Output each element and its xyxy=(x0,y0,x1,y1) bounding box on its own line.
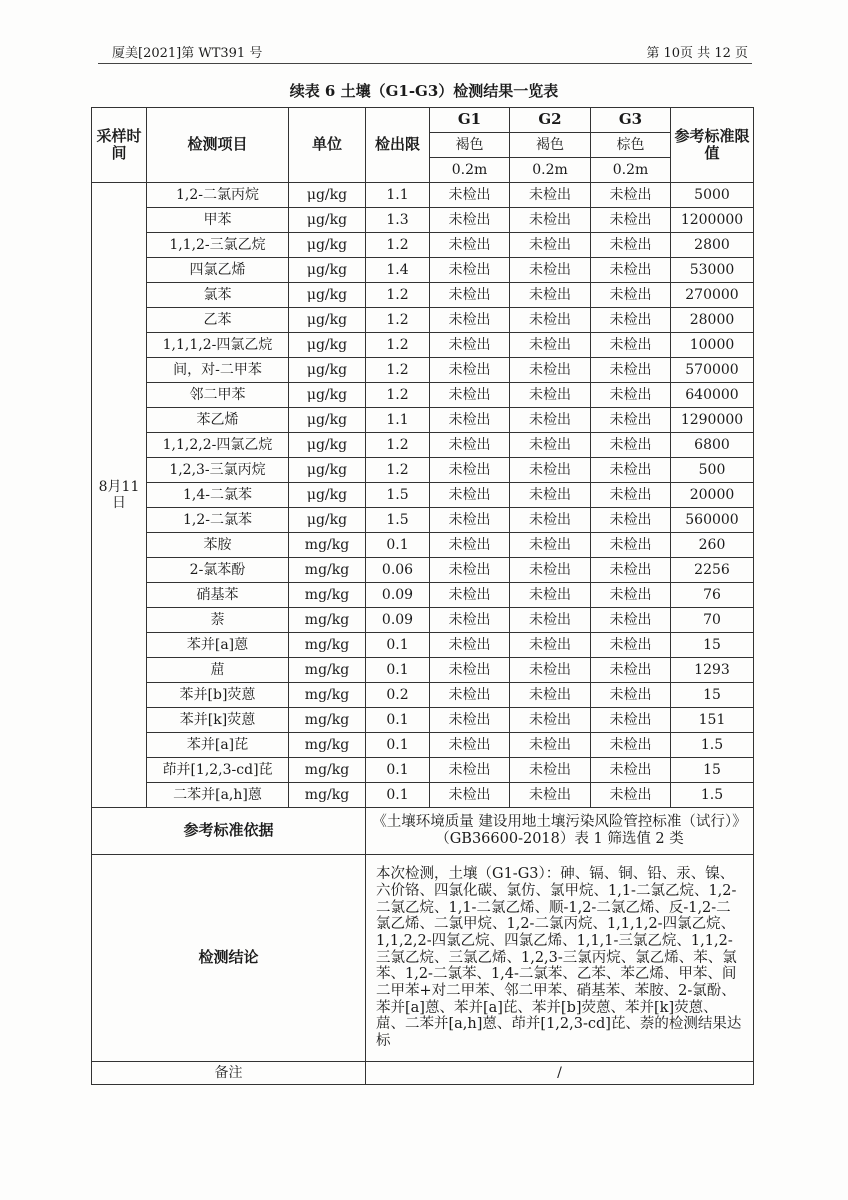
detection-limit: 0.1 xyxy=(366,633,430,658)
test-item: 邻二甲苯 xyxy=(147,383,289,408)
g1-result: 未检出 xyxy=(430,733,510,758)
table-row xyxy=(92,508,754,533)
g2-result: 未检出 xyxy=(510,733,591,758)
g3-result: 未检出 xyxy=(591,658,671,683)
test-item: 苯胺 xyxy=(147,533,289,558)
detection-limit: 1.2 xyxy=(366,458,430,483)
table-row xyxy=(92,533,754,558)
detection-limit: 1.2 xyxy=(366,308,430,333)
test-item: 甲苯 xyxy=(147,208,289,233)
detection-limit: 1.2 xyxy=(366,433,430,458)
g1-result: 未检出 xyxy=(430,658,510,683)
test-item: 1,1,1,2-四氯乙烷 xyxy=(147,333,289,358)
g1-result: 未检出 xyxy=(430,358,510,383)
table-row xyxy=(92,483,754,508)
reference-limit: 5000 xyxy=(671,183,754,208)
table-row xyxy=(92,308,754,333)
table-row xyxy=(92,633,754,658)
reference-limit: 70 xyxy=(671,608,754,633)
table-row xyxy=(92,183,754,208)
table-row xyxy=(92,433,754,458)
g3-result: 未检出 xyxy=(591,533,671,558)
test-item: 1,1,2-三氯乙烷 xyxy=(147,233,289,258)
reference-limit: 1200000 xyxy=(671,208,754,233)
g3-result: 未检出 xyxy=(591,633,671,658)
table-row xyxy=(92,233,754,258)
detection-limit: 1.2 xyxy=(366,383,430,408)
g3-result: 未检出 xyxy=(591,433,671,458)
test-item: 䓛 xyxy=(147,658,289,683)
test-item: 间，对-二甲苯 xyxy=(147,358,289,383)
g2-result: 未检出 xyxy=(510,608,591,633)
test-item: 1,2-二氯苯 xyxy=(147,508,289,533)
reference-limit: 1.5 xyxy=(671,733,754,758)
test-item: 氯苯 xyxy=(147,283,289,308)
col-g2-name: G2 xyxy=(510,108,591,133)
reference-limit: 1293 xyxy=(671,658,754,683)
test-item: 2-氯苯酚 xyxy=(147,558,289,583)
test-item: 1,2-二氯丙烷 xyxy=(147,183,289,208)
table-row xyxy=(92,733,754,758)
test-item: 苯乙烯 xyxy=(147,408,289,433)
col-g3-color: 棕色 xyxy=(591,133,671,158)
g1-result: 未检出 xyxy=(430,583,510,608)
reference-limit: 2256 xyxy=(671,558,754,583)
detection-limit: 1.2 xyxy=(366,233,430,258)
g2-result: 未检出 xyxy=(510,583,591,608)
g2-result: 未检出 xyxy=(510,483,591,508)
detection-limit: 1.2 xyxy=(366,358,430,383)
table-row xyxy=(92,758,754,783)
test-item: 四氯乙烯 xyxy=(147,258,289,283)
g1-result: 未检出 xyxy=(430,758,510,783)
unit: μg/kg xyxy=(289,408,366,433)
g1-result: 未检出 xyxy=(430,558,510,583)
g1-result: 未检出 xyxy=(430,308,510,333)
standard-text: 《土壤环境质量 建设用地土壤污染风险管控标准（试行）》（GB36600-2018）表 1 筛选值 2 类 xyxy=(366,808,754,855)
unit: μg/kg xyxy=(289,383,366,408)
g1-result: 未检出 xyxy=(430,333,510,358)
g2-result: 未检出 xyxy=(510,258,591,283)
g3-result: 未检出 xyxy=(591,558,671,583)
col-sampling-time: 采样时间 xyxy=(92,108,147,183)
reference-limit: 570000 xyxy=(671,358,754,383)
unit: μg/kg xyxy=(289,483,366,508)
g2-result: 未检出 xyxy=(510,308,591,333)
g1-result: 未检出 xyxy=(430,783,510,808)
header-divider xyxy=(98,63,752,64)
detection-limit: 1.2 xyxy=(366,333,430,358)
test-item: 二苯并[a,h]蒽 xyxy=(147,783,289,808)
detection-limit: 1.5 xyxy=(366,508,430,533)
g1-result: 未检出 xyxy=(430,183,510,208)
g2-result: 未检出 xyxy=(510,708,591,733)
unit: μg/kg xyxy=(289,258,366,283)
g2-result: 未检出 xyxy=(510,333,591,358)
g3-result: 未检出 xyxy=(591,233,671,258)
unit: mg/kg xyxy=(289,533,366,558)
unit: μg/kg xyxy=(289,333,366,358)
g3-result: 未检出 xyxy=(591,333,671,358)
reference-limit: 260 xyxy=(671,533,754,558)
g1-result: 未检出 xyxy=(430,683,510,708)
reference-limit: 76 xyxy=(671,583,754,608)
unit: μg/kg xyxy=(289,183,366,208)
unit: mg/kg xyxy=(289,558,366,583)
unit: mg/kg xyxy=(289,733,366,758)
table-row xyxy=(92,258,754,283)
col-detection-limit: 检出限 xyxy=(366,108,430,183)
col-g3-name: G3 xyxy=(591,108,671,133)
g2-result: 未检出 xyxy=(510,508,591,533)
reference-limit: 2800 xyxy=(671,233,754,258)
reference-limit: 15 xyxy=(671,683,754,708)
g2-result: 未检出 xyxy=(510,283,591,308)
g2-result: 未检出 xyxy=(510,408,591,433)
conclusion-label: 检测结论 xyxy=(92,855,366,1062)
test-item: 硝基苯 xyxy=(147,583,289,608)
detection-limit: 0.1 xyxy=(366,708,430,733)
col-g1-depth: 0.2m xyxy=(430,158,510,183)
test-item: 苯并[a]芘 xyxy=(147,733,289,758)
test-item: 苯并[k]荧蒽 xyxy=(147,708,289,733)
table-row xyxy=(92,283,754,308)
unit: μg/kg xyxy=(289,208,366,233)
g1-result: 未检出 xyxy=(430,383,510,408)
unit: mg/kg xyxy=(289,708,366,733)
table-row xyxy=(92,658,754,683)
detection-limit: 1.2 xyxy=(366,283,430,308)
g3-result: 未检出 xyxy=(591,183,671,208)
g2-result: 未检出 xyxy=(510,558,591,583)
g1-result: 未检出 xyxy=(430,233,510,258)
reference-limit: 500 xyxy=(671,458,754,483)
g3-result: 未检出 xyxy=(591,358,671,383)
reference-limit: 6800 xyxy=(671,433,754,458)
g1-result: 未检出 xyxy=(430,483,510,508)
g1-result: 未检出 xyxy=(430,208,510,233)
test-item: 乙苯 xyxy=(147,308,289,333)
table-row xyxy=(92,558,754,583)
detection-limit: 1.3 xyxy=(366,208,430,233)
unit: μg/kg xyxy=(289,308,366,333)
g3-result: 未检出 xyxy=(591,783,671,808)
g3-result: 未检出 xyxy=(591,758,671,783)
unit: mg/kg xyxy=(289,633,366,658)
g3-result: 未检出 xyxy=(591,708,671,733)
g2-result: 未检出 xyxy=(510,208,591,233)
g3-result: 未检出 xyxy=(591,508,671,533)
test-item: 萘 xyxy=(147,608,289,633)
g3-result: 未检出 xyxy=(591,608,671,633)
g2-result: 未检出 xyxy=(510,433,591,458)
detection-limit: 1.5 xyxy=(366,483,430,508)
reference-limit: 560000 xyxy=(671,508,754,533)
table-row xyxy=(92,333,754,358)
table-row xyxy=(92,608,754,633)
reference-limit: 28000 xyxy=(671,308,754,333)
col-g1-name: G1 xyxy=(430,108,510,133)
col-g3-depth: 0.2m xyxy=(591,158,671,183)
test-item: 1,2,3-三氯丙烷 xyxy=(147,458,289,483)
detection-limit: 0.1 xyxy=(366,733,430,758)
g2-result: 未检出 xyxy=(510,383,591,408)
g1-result: 未检出 xyxy=(430,508,510,533)
table-row xyxy=(92,458,754,483)
test-item: 1,1,2,2-四氯乙烷 xyxy=(147,433,289,458)
g2-result: 未检出 xyxy=(510,783,591,808)
g2-result: 未检出 xyxy=(510,458,591,483)
test-item: 茚并[1,2,3-cd]芘 xyxy=(147,758,289,783)
table-row xyxy=(92,408,754,433)
table-row xyxy=(92,683,754,708)
g1-result: 未检出 xyxy=(430,608,510,633)
g1-result: 未检出 xyxy=(430,633,510,658)
unit: μg/kg xyxy=(289,458,366,483)
reference-limit: 53000 xyxy=(671,258,754,283)
table-row xyxy=(92,708,754,733)
detection-limit: 0.1 xyxy=(366,758,430,783)
standard-label: 参考标准依据 xyxy=(92,808,366,855)
g3-result: 未检出 xyxy=(591,283,671,308)
report-number: 厦美[2021]第 WT391 号 xyxy=(112,46,263,61)
g2-result: 未检出 xyxy=(510,633,591,658)
reference-limit: 15 xyxy=(671,633,754,658)
test-item: 苯并[b]荧蒽 xyxy=(147,683,289,708)
col-g2-depth: 0.2m xyxy=(510,158,591,183)
g1-result: 未检出 xyxy=(430,433,510,458)
g2-result: 未检出 xyxy=(510,358,591,383)
detection-limit: 1.1 xyxy=(366,408,430,433)
unit: μg/kg xyxy=(289,233,366,258)
g2-result: 未检出 xyxy=(510,533,591,558)
detection-limit: 0.1 xyxy=(366,533,430,558)
reference-limit: 20000 xyxy=(671,483,754,508)
g2-result: 未检出 xyxy=(510,683,591,708)
sampling-date: 8月11日 xyxy=(92,183,147,808)
g3-result: 未检出 xyxy=(591,383,671,408)
unit: μg/kg xyxy=(289,433,366,458)
detection-limit: 0.06 xyxy=(366,558,430,583)
g3-result: 未检出 xyxy=(591,458,671,483)
table-row xyxy=(92,358,754,383)
col-unit: 单位 xyxy=(289,108,366,183)
detection-limit: 0.09 xyxy=(366,583,430,608)
table-row xyxy=(92,383,754,408)
unit: μg/kg xyxy=(289,358,366,383)
results-table xyxy=(91,107,754,1085)
g3-result: 未检出 xyxy=(591,408,671,433)
g2-result: 未检出 xyxy=(510,758,591,783)
g1-result: 未检出 xyxy=(430,533,510,558)
reference-limit: 1.5 xyxy=(671,783,754,808)
reference-limit: 10000 xyxy=(671,333,754,358)
reference-limit: 640000 xyxy=(671,383,754,408)
col-g2-color: 褐色 xyxy=(510,133,591,158)
unit: mg/kg xyxy=(289,583,366,608)
unit: mg/kg xyxy=(289,608,366,633)
table-row xyxy=(92,783,754,808)
unit: μg/kg xyxy=(289,508,366,533)
g3-result: 未检出 xyxy=(591,483,671,508)
detection-limit: 1.1 xyxy=(366,183,430,208)
g1-result: 未检出 xyxy=(430,283,510,308)
unit: μg/kg xyxy=(289,283,366,308)
g2-result: 未检出 xyxy=(510,233,591,258)
detection-limit: 0.2 xyxy=(366,683,430,708)
g3-result: 未检出 xyxy=(591,258,671,283)
test-item: 苯并[a]蒽 xyxy=(147,633,289,658)
detection-limit: 0.1 xyxy=(366,783,430,808)
g1-result: 未检出 xyxy=(430,408,510,433)
g3-result: 未检出 xyxy=(591,733,671,758)
reference-limit: 15 xyxy=(671,758,754,783)
unit: mg/kg xyxy=(289,658,366,683)
col-test-item: 检测项目 xyxy=(147,108,289,183)
g3-result: 未检出 xyxy=(591,583,671,608)
g1-result: 未检出 xyxy=(430,458,510,483)
reference-limit: 1290000 xyxy=(671,408,754,433)
unit: mg/kg xyxy=(289,783,366,808)
test-item: 1,4-二氯苯 xyxy=(147,483,289,508)
g3-result: 未检出 xyxy=(591,308,671,333)
g2-result: 未检出 xyxy=(510,183,591,208)
unit: mg/kg xyxy=(289,758,366,783)
page-number: 第 10页 共 12 页 xyxy=(646,46,748,61)
table-row xyxy=(92,208,754,233)
detection-limit: 0.1 xyxy=(366,658,430,683)
table-row xyxy=(92,583,754,608)
g3-result: 未检出 xyxy=(591,208,671,233)
g1-result: 未检出 xyxy=(430,708,510,733)
table-title: 续表 6 土壤（G1-G3）检测结果一览表 xyxy=(289,82,559,100)
reference-limit: 270000 xyxy=(671,283,754,308)
detection-limit: 0.09 xyxy=(366,608,430,633)
note-value: / xyxy=(366,1062,754,1085)
unit: mg/kg xyxy=(289,683,366,708)
g1-result: 未检出 xyxy=(430,258,510,283)
g2-result: 未检出 xyxy=(510,658,591,683)
col-reference-limit: 参考标准限值 xyxy=(671,108,754,183)
g3-result: 未检出 xyxy=(591,683,671,708)
col-g1-color: 褐色 xyxy=(430,133,510,158)
note-label: 备注 xyxy=(92,1062,366,1085)
conclusion-text: 本次检测，土壤（G1-G3）：砷、镉、铜、铅、汞、镍、六价铬、四氯化碳、氯仿、氯甲烷、1,1-二氯乙烷、1,2-二氯乙烷、1,1-二氯乙烯、顺-1,2-二氯乙烯、反-1,2-二氯乙烯、二氯甲烷、1,2-二氯丙烷、1,1,1,2-四氯乙烷、1,1,2,2-四氯乙烷、四氯乙烯、1,1,1-三氯乙烷、1,1,2-三氯乙烷、三氯乙烯、1,2,3-三氯丙烷、氯乙烯、苯、氯苯、1,2-二氯苯、1,4-二氯苯、乙苯、苯乙烯、甲苯、间二甲苯+对二甲苯、邻二甲苯、硝基苯、苯胺、2-氯酚、苯并[a]蒽、苯并[a]芘、苯并[b]荧蒽、苯并[k]荧蒽、䓛、二苯并[a,h]蒽、茚并[1,2,3-cd]芘、萘的检测结果达标 xyxy=(366,855,754,1062)
detection-limit: 1.4 xyxy=(366,258,430,283)
reference-limit: 151 xyxy=(671,708,754,733)
